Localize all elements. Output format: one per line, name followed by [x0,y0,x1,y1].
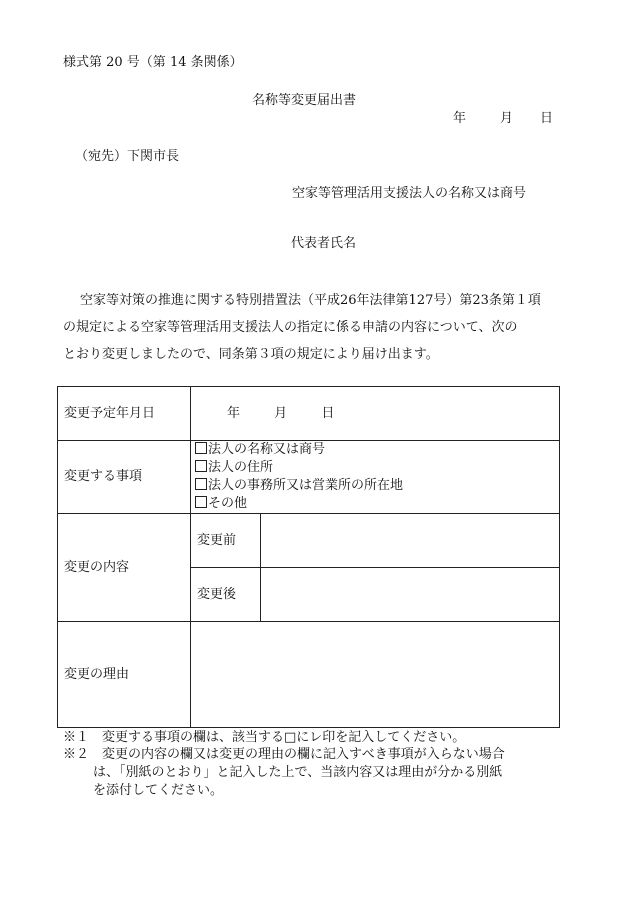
table-row-change-content-before [58,514,560,568]
table-row-change-reason [58,622,560,728]
option-label: 法人の事務所又は営業所の所在地 [208,478,404,493]
after-label: 変更後 [191,568,261,622]
body-text-line: 空家等対策の推進に関する特別措置法（平成26年法律第127号）第23条第１項 [80,293,541,308]
change-reason-field[interactable] [191,622,560,728]
change-date-label: 変更予定年月日 [58,387,191,441]
change-form-table [57,386,560,728]
checkbox[interactable] [195,460,207,472]
representative-name-label: 代表者氏名 [291,236,357,251]
option-other[interactable] [195,495,555,513]
option-label: 法人の住所 [208,460,274,475]
change-date-day: 日 [321,405,335,421]
submission-date-day: 日 [540,111,554,126]
option-label: その他 [208,496,248,511]
submission-date-month: 月 [500,111,514,126]
change-items-label: 変更する事項 [58,441,191,514]
change-date-field[interactable] [191,387,560,441]
before-label: 変更前 [191,514,261,568]
table-row-change-date [58,387,560,441]
change-reason-label: 変更の理由 [58,622,191,728]
checkbox[interactable] [195,496,207,508]
addressee: （宛先）下関市長 [75,149,180,164]
body-text-line: とおり変更しましたので、同条第３項の規定により届け出ます。 [63,347,439,362]
note-2: ※２ 変更の内容の欄又は変更の理由の欄に記入すべき事項が入らない場合 [63,747,505,762]
change-date-month: 月 [274,405,288,421]
checkbox[interactable] [195,442,207,454]
change-items-options [191,441,560,514]
option-label: 法人の名称又は商号 [208,442,326,457]
option-office-location[interactable] [195,477,555,495]
submission-date-year: 年 [453,111,467,126]
table-row-change-items [58,441,560,514]
body-text-line: の規定による空家等管理活用支援法人の指定に係る申請の内容について、次の [63,320,518,335]
form-number: 様式第 20 号（第 14 条関係） [63,55,243,70]
note-2-continuation: は、「別紙のとおり」と記入した上で、当該内容又は理由が分かる別紙 [93,765,503,780]
option-corp-address[interactable] [195,459,555,477]
change-content-label: 変更の内容 [58,514,191,622]
before-field[interactable] [261,514,560,568]
note-2-continuation: を添付してください。 [93,783,224,798]
after-field[interactable] [261,568,560,622]
change-date-year: 年 [227,405,241,421]
note-1: ※１ 変更する事項の欄は、該当する□にレ印を記入してください。 [63,730,466,745]
option-corp-name[interactable] [195,441,555,459]
document-title: 名称等変更届出書 [252,93,357,108]
corporation-name-label: 空家等管理活用支援法人の名称又は商号 [292,186,527,201]
checkbox[interactable] [195,478,207,490]
